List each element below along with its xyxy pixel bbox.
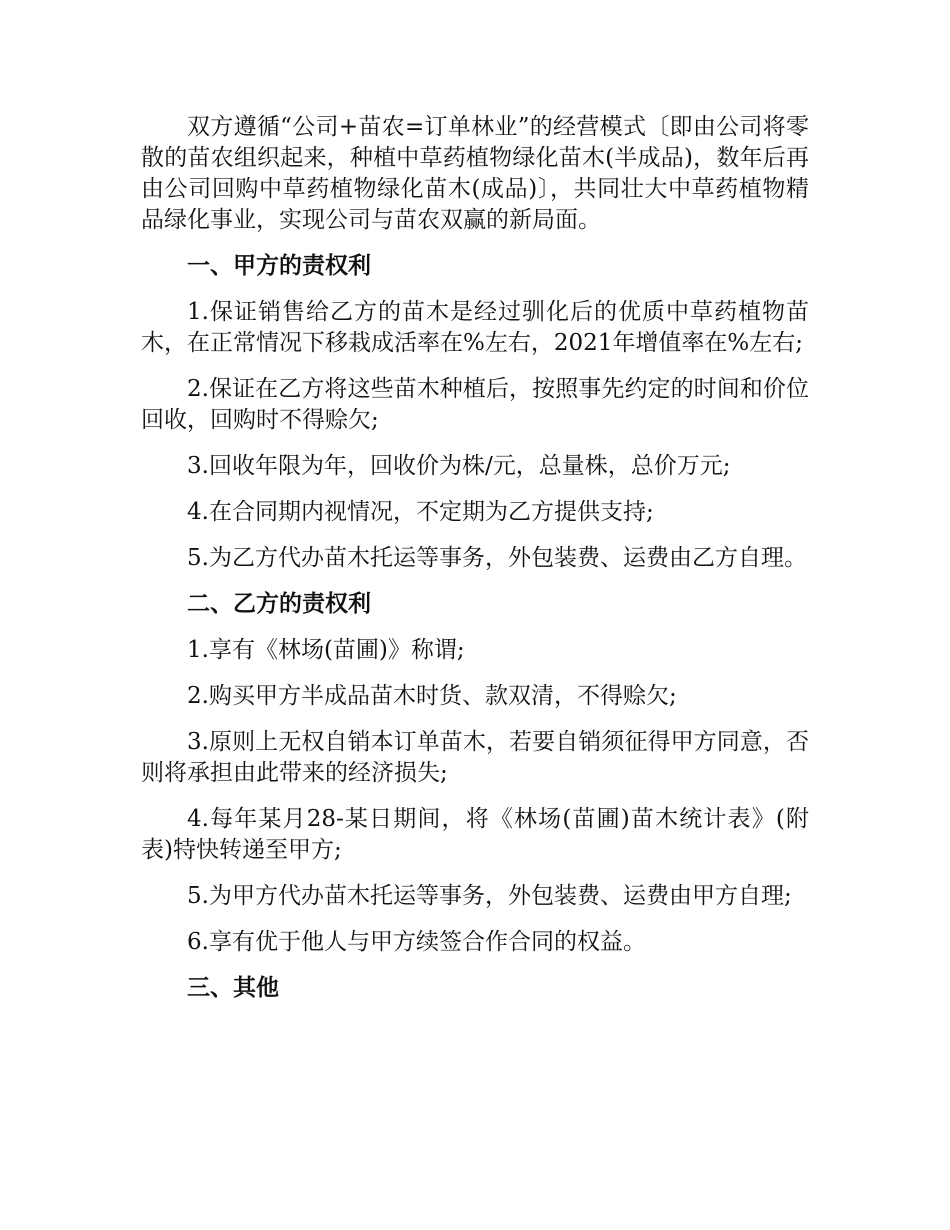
party-b-clause-6: 6.享有优于他人与甲方续签合作合同的权益。 xyxy=(187,929,646,955)
document-body xyxy=(141,112,809,1019)
party-a-clause-2: 2.保证在乙方将这些苗木种植后，按照事先约定的时间和价位回收，回购时不得赊欠; xyxy=(141,376,809,433)
party-a-clause-5: 5.为乙方代办苗木托运等事务，外包装费、运费由乙方自理。 xyxy=(187,545,807,571)
party-b-clause-4: 4.每年某月28-某日期间，将《林场(苗圃)苗木统计表》(附表)特快转递至甲方; xyxy=(141,806,809,863)
section-heading-party-a: 一、甲方的责权利 xyxy=(187,253,371,279)
party-a-clause-3: 3.回收年限为年，回收价为株/元，总量株，总价万元; xyxy=(187,453,731,479)
party-a-clause-4: 4.在合同期内视情况，不定期为乙方提供支持; xyxy=(187,499,654,525)
party-a-clause-1: 1.保证销售给乙方的苗木是经过驯化后的优质中草药植物苗木，在正常情况下移栽成活率在%左右，2021年增值率在%左右; xyxy=(141,299,809,356)
section-heading-party-b: 二、乙方的责权利 xyxy=(187,591,371,617)
party-b-clause-3: 3.原则上无权自销本订单苗木，若要自销须征得甲方同意，否则将承担由此带来的经济损失; xyxy=(141,729,809,786)
party-b-clause-5: 5.为甲方代办苗木托运等事务，外包装费、运费由甲方自理; xyxy=(187,883,792,909)
intro-paragraph: 双方遵循“公司+苗农=订单林业”的经营模式〔即由公司将零散的苗农组织起来，种植中草药植物绿化苗木(半成品)，数年后再由公司回购中草药植物绿化苗木(成品)〕，共同壮大中草药植物精品绿化事业，实现公司与苗农双赢的新局面。 xyxy=(141,114,809,233)
party-b-clause-2: 2.购买甲方半成品苗木时货、款双清，不得赊欠; xyxy=(187,683,677,709)
section-heading-other: 三、其他 xyxy=(187,975,279,1001)
party-b-clause-1: 1.享有《林场(苗圃)》称谓; xyxy=(187,637,465,663)
